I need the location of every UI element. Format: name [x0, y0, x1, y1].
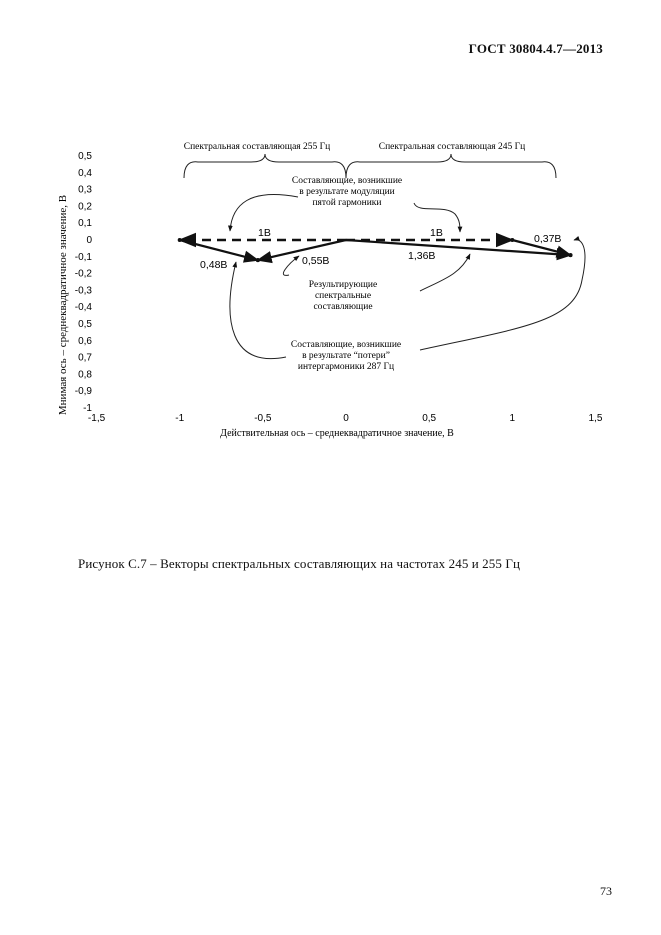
annotation-arrow: [230, 194, 298, 231]
solid-vector: [180, 240, 258, 260]
y-tick-label: 0,1: [78, 218, 92, 230]
x-tick-label: 1,5: [588, 413, 603, 424]
vector-endpoint: [569, 253, 573, 257]
vector-label: 0,55В: [302, 255, 330, 267]
y-tick-label: -0,4: [74, 302, 92, 314]
x-tick-label: 1: [509, 413, 516, 424]
vector-label: 0,48В: [200, 259, 228, 271]
annotation-text: Составляющие, возникшие: [290, 340, 402, 350]
y-tick-label: 0: [86, 235, 92, 246]
y-tick-label: -0,9: [74, 386, 92, 398]
annotation-arrow: [230, 262, 286, 359]
annotation-arrow: [420, 240, 585, 350]
annotations: [230, 176, 585, 372]
brace-label: Спектральная составляющая 245 Гц: [378, 142, 526, 152]
annotation-text: спектральные: [314, 291, 372, 301]
vector-label: 1,36В: [408, 250, 436, 262]
y-tick-label: 0,7: [78, 352, 92, 364]
vector-endpoint: [256, 258, 260, 262]
annotation-text: в результате модуляции: [299, 187, 395, 197]
page-number: 73: [600, 884, 612, 898]
y-tick-label: -0,1: [74, 251, 92, 263]
y-tick-label: 0,6: [78, 335, 92, 347]
x-tick-label: -0,5: [254, 413, 272, 424]
y-tick-label: -0,3: [74, 285, 92, 297]
x-tick-label: 0,5: [422, 413, 437, 424]
annotation-text: составляющие: [313, 302, 373, 312]
x-tick-label: -1,5: [87, 413, 106, 424]
vector-label: 1В: [258, 227, 271, 239]
figure-caption: Рисунок С.7 – Векторы спектральных составляющих на частотах 245 и 255 Гц: [78, 556, 521, 571]
brace: [346, 154, 556, 178]
y-tick-label: 0,3: [78, 184, 92, 196]
vector-label: 1В: [430, 227, 443, 239]
annotation-text: интергармоники 287 Гц: [297, 362, 395, 372]
x-tick-label: -1: [175, 413, 185, 424]
y-tick-labels: [75, 151, 93, 414]
document-header: ГОСТ 30804.4.7—2013: [468, 41, 603, 56]
vectors: [178, 227, 573, 271]
y-tick-label: -1: [83, 403, 92, 414]
braces: [184, 142, 556, 178]
x-axis-label: Действительная ось – среднеквадратичное значение, В: [220, 428, 454, 439]
y-tick-label: 0,5: [78, 319, 92, 330]
annotation-text: Составляющие, возникшие: [291, 176, 403, 186]
x-tick-labels: [88, 413, 603, 424]
annotation-arrow: [283, 256, 299, 275]
y-tick-label: 0,2: [78, 201, 92, 213]
brace: [184, 154, 346, 178]
x-tick-label: 0: [343, 413, 349, 424]
annotation-text: пятой гармоники: [312, 198, 382, 208]
vector-label: 0,37В: [534, 233, 562, 245]
y-tick-label: 0,5: [78, 151, 92, 162]
y-tick-label: 0,8: [78, 369, 92, 381]
annotation-text: в результате “потери”: [302, 351, 390, 361]
y-tick-label: 0,4: [78, 167, 92, 179]
y-axis-label: Мнимая ось – среднеквадратичное значение, В: [57, 194, 69, 416]
brace-label: Спектральная составляющая 255 Гц: [183, 142, 331, 152]
annotation-text: Результирующие: [308, 280, 378, 290]
y-tick-label: -0,2: [74, 268, 92, 280]
